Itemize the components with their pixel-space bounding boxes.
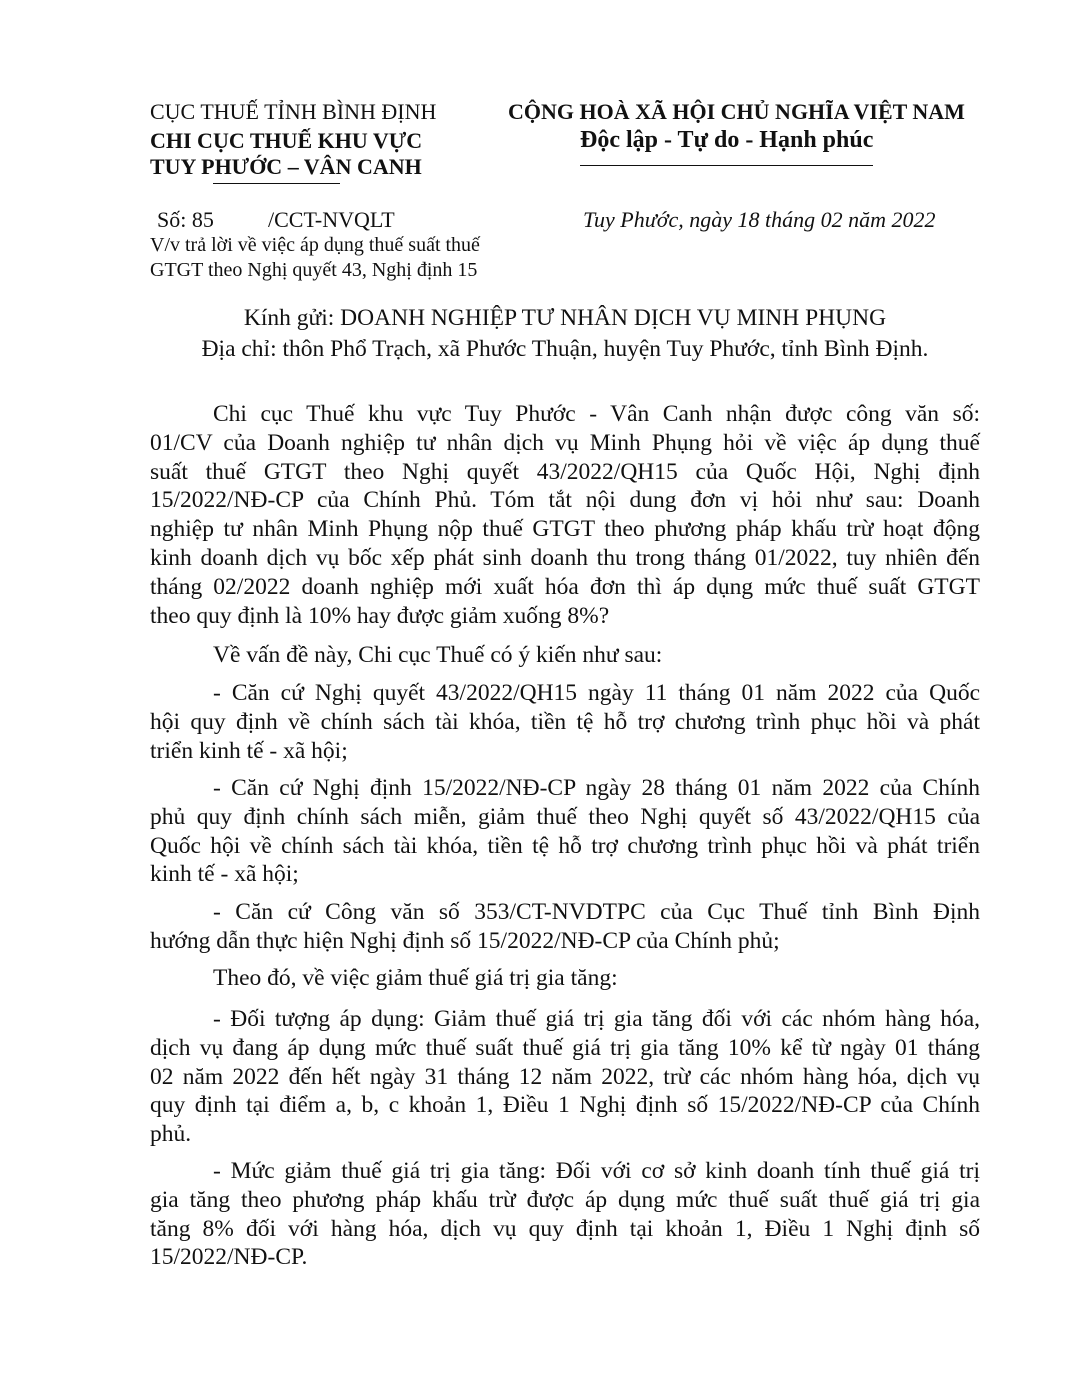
- doc-subject-line1: V/v trả lời về việc áp dụng thuế suất thuế: [150, 234, 480, 256]
- paragraph-basis-decree-line: kinh tế - xã hội;: [150, 861, 299, 888]
- recipient-address: Địa chỉ: thôn Phổ Trạch, xã Phước Thuận, huyện Tuy Phước, tỉnh Bình Định.: [201, 336, 929, 362]
- paragraph-reduction-rate-line: gia tăng theo phương pháp khấu trừ được áp dụng mức thuế suất thuế giá trị gia: [150, 1186, 980, 1213]
- paragraph-intro-line: nghiệp tư nhân Minh Phụng nộp thuế GTGT theo phương pháp khấu trừ hoạt động: [150, 516, 980, 543]
- paragraph-intro-line: theo quy định là 10% hay được giảm xuống 8%?: [150, 602, 610, 629]
- paragraph-intro-line: 15/2022/NĐ-CP của Chính Phủ. Tóm tắt nội dung đơn vị hỏi như sau: Doanh: [150, 487, 980, 514]
- paragraph-reduction-rate-line: 15/2022/NĐ-CP.: [150, 1244, 308, 1271]
- org-name-line1: CHI CỤC THUẾ KHU VỰC: [150, 128, 423, 153]
- paragraph-basis-resolution-line: triển kinh tế - xã hội;: [150, 737, 348, 764]
- paragraph-vat-reduction-line: Theo đó, về việc giảm thuế giá trị gia tăng:: [213, 965, 618, 991]
- paragraph-applicable-subjects-line: phủ.: [150, 1121, 192, 1148]
- nation-title: CỘNG HOÀ XÃ HỘI CHỦ NGHĨA VIỆT NAM: [508, 99, 965, 124]
- recipient: Kính gửi: DOANH NGHIỆP TƯ NHÂN DỊCH VỤ MINH PHỤNG: [243, 305, 887, 331]
- org-underline: [213, 183, 340, 184]
- paragraph-opinion-line: Về vấn đề này, Chi cục Thuế có ý kiến như sau:: [213, 642, 663, 668]
- paragraph-intro-line: tháng 02/2022 doanh nghiệp mới xuất hóa đơn thì áp dụng mức thuế suất GTGT: [150, 573, 980, 600]
- paragraph-basis-official-letter-line: hướng dẫn thực hiện Nghị định số 15/2022/NĐ-CP của Chính phủ;: [150, 927, 780, 954]
- paragraph-basis-decree-line: phủ quy định chính sách miễn, giảm thuế theo Nghị quyết số 43/2022/QH15 của: [150, 803, 980, 830]
- doc-subject-line2: GTGT theo Nghị quyết 43, Nghị định 15: [150, 259, 478, 281]
- paragraph-intro-line: suất thuế GTGT theo Nghị quyết 43/2022/QH15 của Quốc Hội, Nghị định: [150, 458, 980, 485]
- paragraph-applicable-subjects-line: 02 năm 2022 đến hết ngày 31 tháng 12 năm 2022, trừ các nhóm hàng hóa, dịch vụ: [150, 1063, 980, 1090]
- motto-underline: [580, 165, 873, 166]
- paragraph-basis-official-letter-line: - Căn cứ Công văn số 353/CT-NVDTPC của Cục Thuế tỉnh Bình Định: [213, 899, 980, 925]
- paragraph-reduction-rate-line: - Mức giảm thuế giá trị gia tăng: Đối với cơ sở kinh doanh tính thuế giá trị: [213, 1158, 980, 1184]
- paragraph-applicable-subjects-line: quy định tại điểm a, b, c khoản 1, Điều 1 Nghị định số 15/2022/NĐ-CP của Chính: [150, 1092, 980, 1119]
- org-name-line2: TUY PHƯỚC – VÂN CANH: [150, 154, 422, 179]
- paragraph-intro-line: Chi cục Thuế khu vực Tuy Phước - Vân Canh nhận được công văn số:: [213, 401, 980, 427]
- doc-number: Số: 85: [157, 207, 214, 232]
- paragraph-basis-resolution-line: hội quy định về chính sách tài khóa, tiền tệ hỗ trợ chương trình phục hồi và phát: [150, 708, 980, 735]
- paragraph-basis-decree-line: Quốc hội về chính sách tài khóa, tiền tệ hỗ trợ chương trình phục hồi và phát triển: [150, 832, 980, 859]
- paragraph-intro-line: 01/CV của Doanh nghiệp tư nhân dịch vụ Minh Phụng hỏi về việc áp dụng thuế: [150, 429, 980, 456]
- doc-code: /CCT-NVQLT: [268, 207, 395, 232]
- org-parent: CỤC THUẾ TỈNH BÌNH ĐỊNH: [150, 99, 437, 124]
- paragraph-applicable-subjects-line: dịch vụ đang áp dụng mức thuế suất thuế giá trị gia tăng 10% kể từ ngày 01 tháng: [150, 1034, 980, 1061]
- nation-motto: Độc lập - Tự do - Hạnh phúc: [580, 127, 874, 153]
- place-date: Tuy Phước, ngày 18 tháng 02 năm 2022: [583, 207, 936, 232]
- paragraph-intro-line: kinh doanh dịch vụ bốc xếp phát sinh doanh thu trong tháng 01/2022, tuy nhiên đến: [150, 545, 980, 571]
- paragraph-basis-resolution-line: - Căn cứ Nghị quyết 43/2022/QH15 ngày 11 tháng 01 năm 2022 của Quốc: [213, 680, 980, 706]
- paragraph-applicable-subjects-line: - Đối tượng áp dụng: Giảm thuế giá trị gia tăng đối với các nhóm hàng hóa,: [213, 1006, 980, 1032]
- paragraph-basis-decree-line: - Căn cứ Nghị định 15/2022/NĐ-CP ngày 28 tháng 01 năm 2022 của Chính: [213, 775, 980, 801]
- paragraph-reduction-rate-line: tăng 8% đối với hàng hóa, dịch vụ quy định tại khoản 1, Điều 1 Nghị định số: [150, 1215, 980, 1242]
